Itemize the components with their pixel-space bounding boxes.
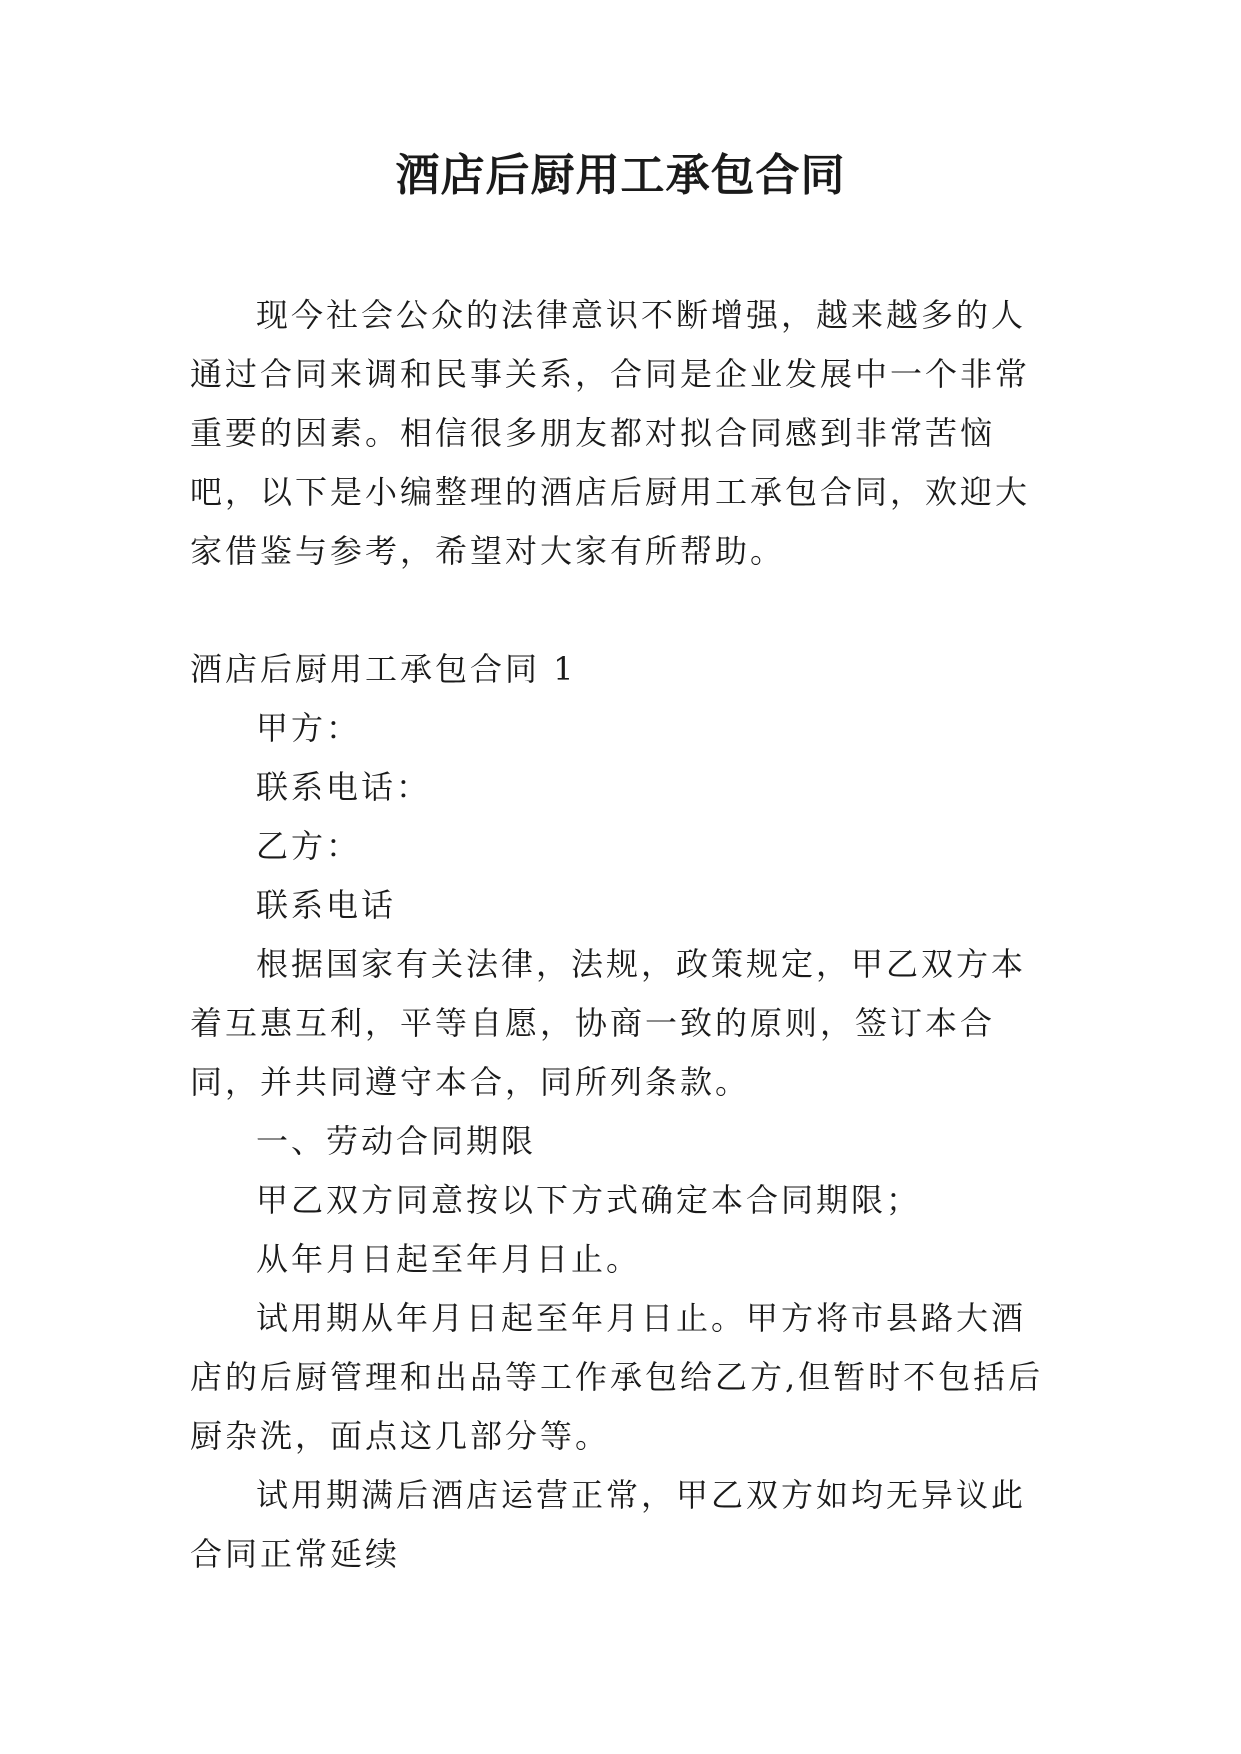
party-a-line: 甲方： (256, 709, 362, 747)
party-b-phone-line: 联系电话 (256, 886, 397, 924)
section-heading: 酒店后厨用工承包合同 1 (190, 650, 577, 688)
party-a-phone-line: 联系电话： (256, 768, 432, 806)
preamble-paragraph: 根据国家有关法律，法规，政策规定，甲乙双方本着互惠互利，平等自愿，协商一致的原则，签订本合同，并共同遵守本合，同所列条款。 (190, 945, 1027, 1101)
party-b-line: 乙方： (256, 827, 362, 865)
clause-1-paragraph-4: 试用期满后酒店运营正常，甲乙双方如均无异议此合同正常延续 (190, 1476, 1027, 1573)
clause-1-paragraph-1: 甲乙双方同意按以下方式确定本合同期限； (256, 1181, 922, 1219)
clause-1-heading: 一、劳动合同期限 (256, 1122, 537, 1160)
document-title: 酒店后厨用工承包合同 (395, 150, 846, 201)
clause-1-paragraph-3: 试用期从年月日起至年月日止。甲方将市县路大酒店的后厨管理和出品等工作承包给乙方,但暂时不包括后厨杂洗，面点这几部分等。 (190, 1299, 1044, 1455)
clause-1-paragraph-2: 从年月日起至年月日止。 (256, 1240, 642, 1278)
document-body (190, 286, 1050, 1584)
intro-paragraph: 现今社会公众的法律意识不断增强，越来越多的人通过合同来调和民事关系，合同是企业发展中一个非常重要的因素。相信很多朋友都对拟合同感到非常苦恼吧，以下是小编整理的酒店后厨用工承包合同，欢迎大家借鉴与参考，希望对大家有所帮助。 (190, 296, 1031, 570)
